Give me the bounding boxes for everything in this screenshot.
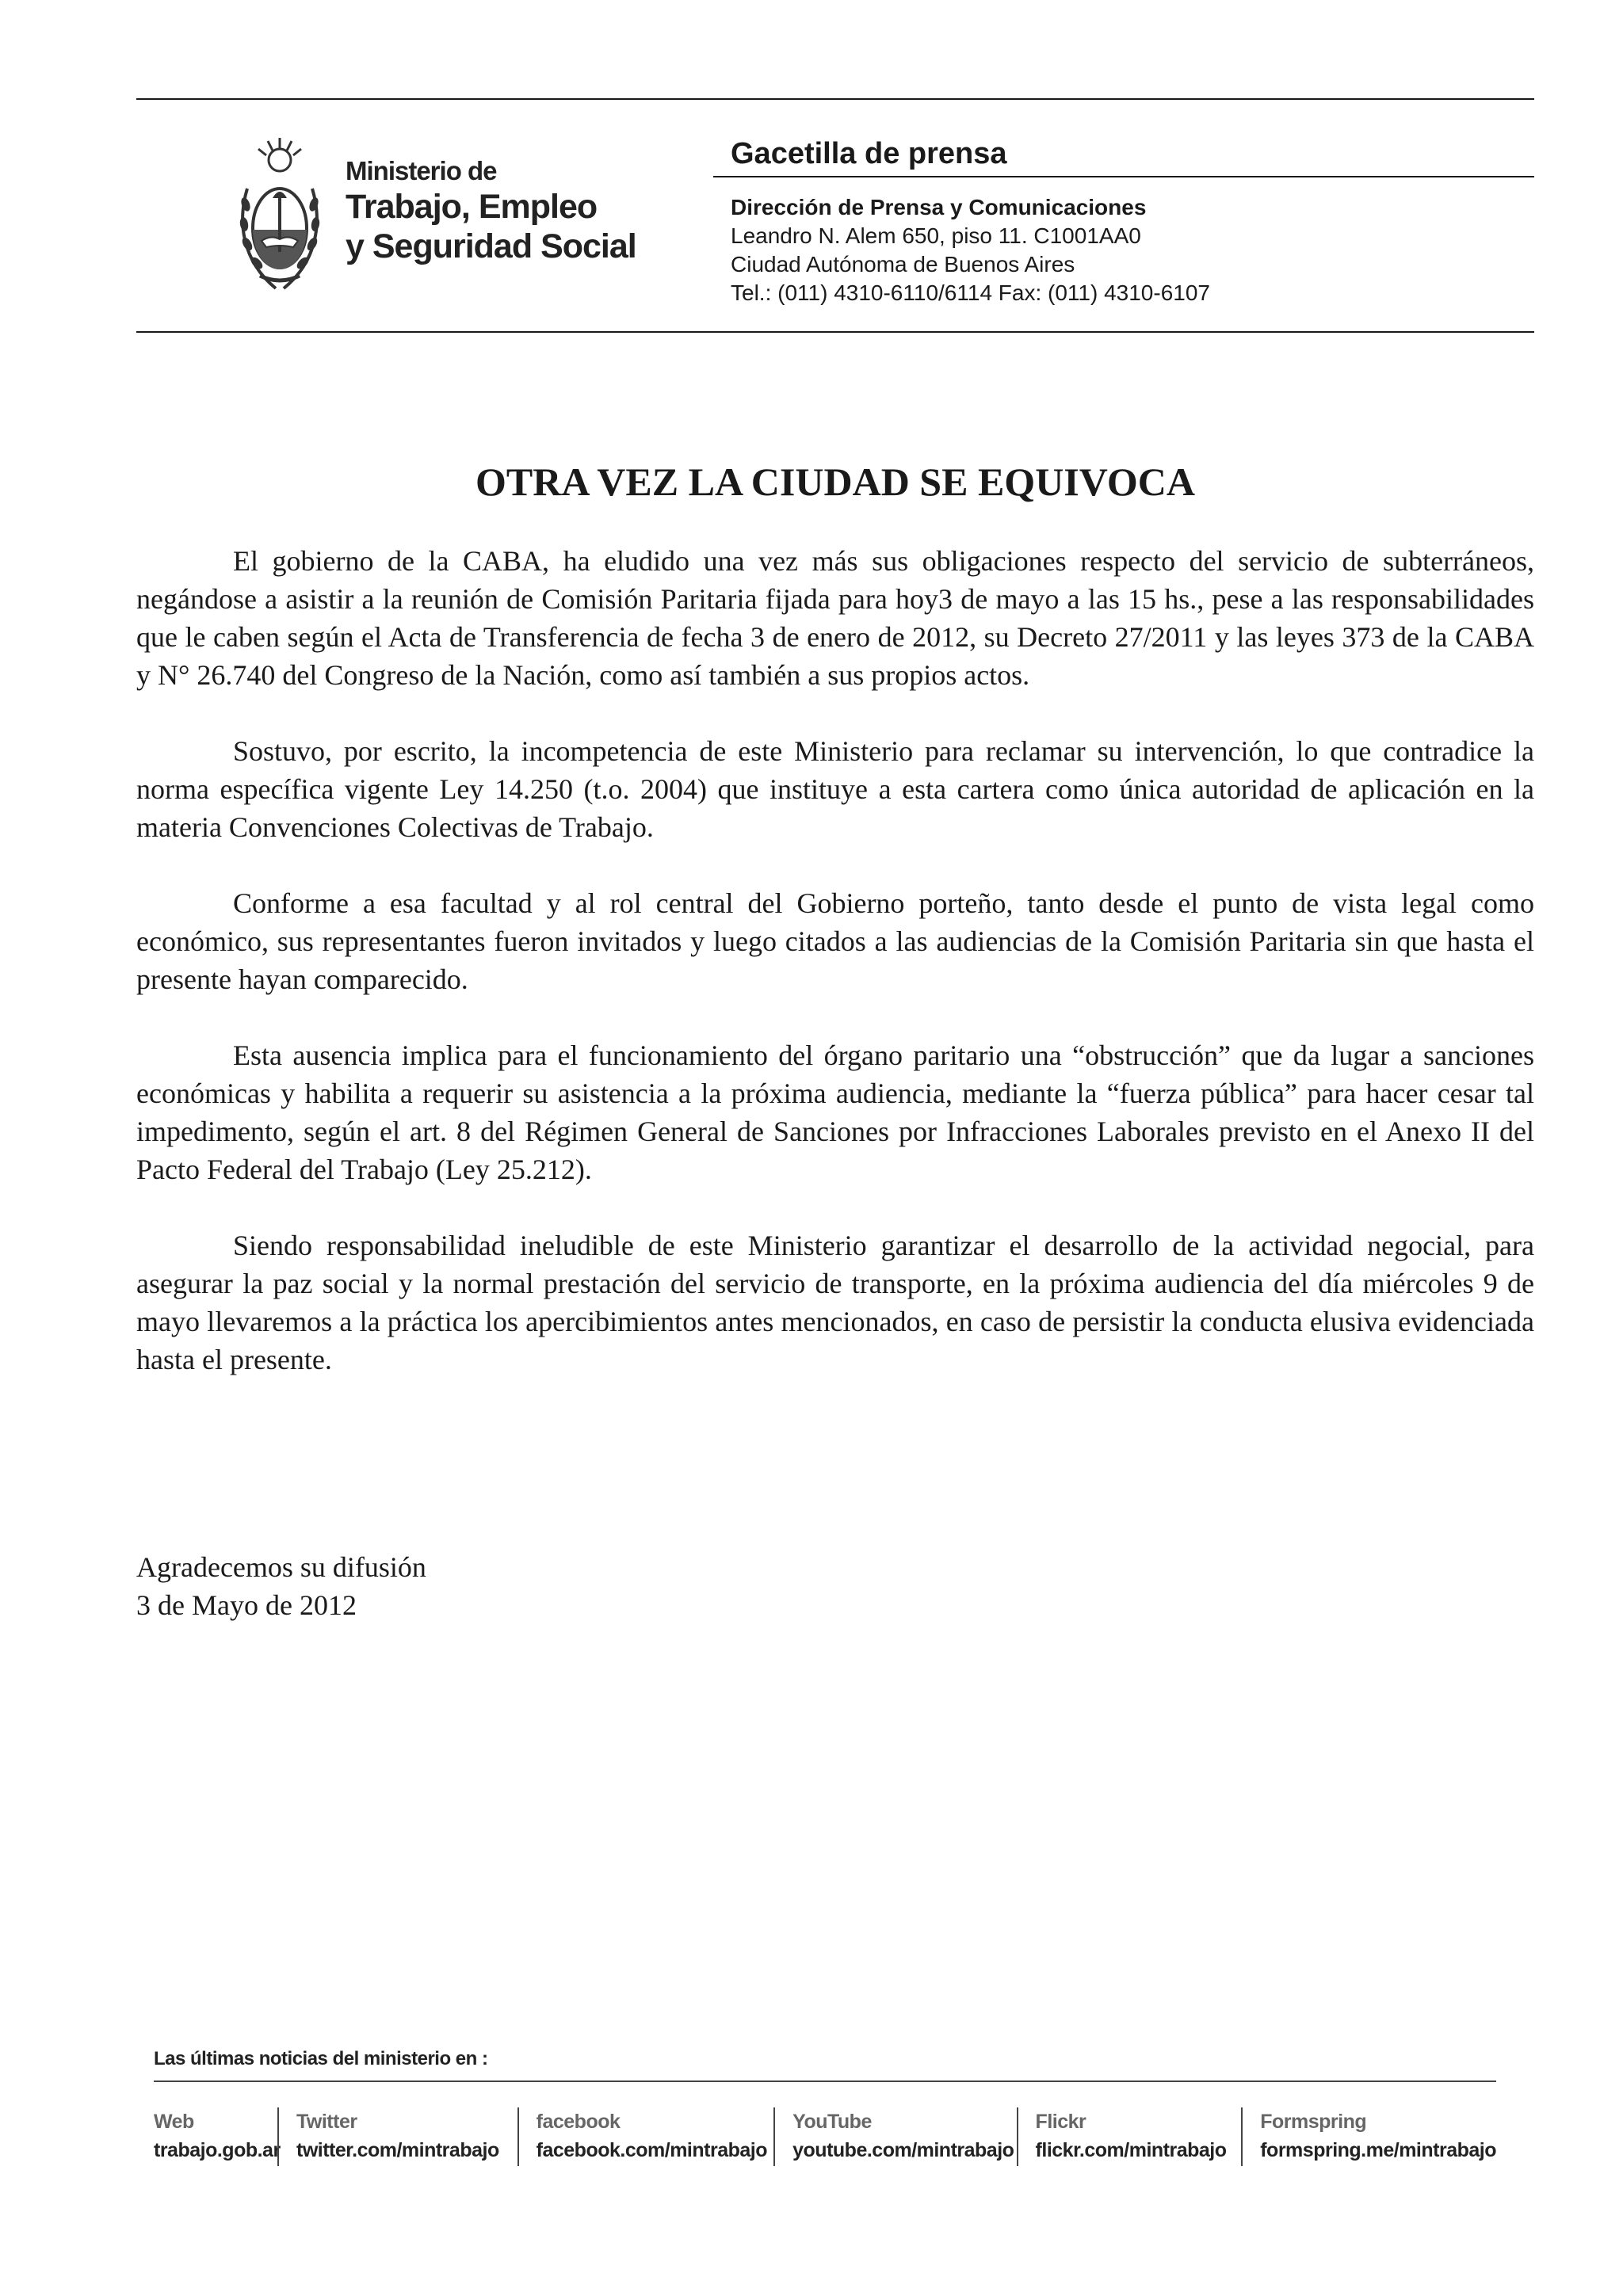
press-header (713, 133, 1534, 307)
footer-link-url[interactable]: formspring.me/mintrabajo (1260, 2139, 1496, 2161)
ministry-name (346, 155, 636, 266)
footer (154, 2046, 1496, 2166)
footer-link-flickr[interactable] (1017, 2107, 1242, 2166)
ministry-name-line2: Trabajo, Empleo (346, 188, 598, 226)
top-rule (136, 98, 1534, 100)
footer-link-formspring[interactable] (1241, 2107, 1496, 2166)
footer-link-youtube[interactable] (773, 2107, 1016, 2166)
coat-of-arms-icon (236, 133, 323, 295)
article-paragraph: Sostuvo, por escrito, la incompetencia de este Ministerio para reclamar su intervención, lo que contradice la norma específica vigente Ley 14.250 (t.o. 2004) que instituye a esta cartera como única autoridad de aplicación en la materia Convenciones Colectivas de Trabajo. (136, 735, 1534, 843)
article-paragraph: Siendo responsabilidad ineludible de este Ministerio garantizar el desarrollo de la actividad negocial, para asegurar la paz social y la normal prestación del servicio de transporte, en la próxima audiencia del día miércoles 9 de mayo llevaremos a la práctica los apercibimientos antes mencionados, en caso de persistir la conducta elusiva evidenciada hasta el presente. (136, 1230, 1534, 1375)
footer-link-label: Formspring (1260, 2111, 1367, 2133)
footer-links (154, 2107, 1496, 2166)
footer-rule (154, 2081, 1496, 2082)
footer-link-url[interactable]: youtube.com/mintrabajo (792, 2139, 1014, 2161)
header-bottom-rule (136, 331, 1534, 333)
footer-link-label: Flickr (1035, 2111, 1086, 2133)
footer-link-url[interactable]: trabajo.gob.ar (154, 2139, 281, 2161)
article-body (136, 542, 1534, 1417)
article-paragraph: Esta ausencia implica para el funcionamiento del órgano paritario una “obstrucción” que da lugar a sanciones económicas y habilita a requerir su asistencia a la próxima audiencia, mediante la “fuerza pública” para hacer cesar tal impedimento, según el art. 8 del Régimen General de Sanciones por Infracciones Laborales previsto en el Anexo II del Pacto Federal del Trabajo (Ley 25.212). (136, 1039, 1534, 1185)
footer-link-facebook[interactable] (517, 2107, 773, 2166)
press-title-rule (713, 176, 1534, 177)
footer-link-url[interactable]: facebook.com/mintrabajo (536, 2139, 767, 2161)
article-paragraph: El gobierno de la CABA, ha eludido una vez más sus obligaciones respecto del servicio de subterráneos, negándose a asistir a la reunión de Comisión Paritaria fijada para hoy3 de mayo a las 15 hs., pese a las responsabilidades que le caben según el Acta de Transferencia de fecha 3 de enero de 2012, su Decreto 27/2011 y las leyes 373 de la CABA y N° 26.740 del Congreso de la Nación, como así también a sus propios actos. (136, 545, 1534, 691)
press-release-title: Gacetilla de prensa (731, 137, 1007, 170)
article-headline: OTRA VEZ LA CIUDAD SE EQUIVOCA (475, 460, 1195, 504)
footer-link-url[interactable]: flickr.com/mintrabajo (1035, 2139, 1227, 2161)
press-city: Ciudad Autónoma de Buenos Aires (731, 252, 1075, 277)
press-address: Leandro N. Alem 650, piso 11. C1001AA0 (731, 223, 1141, 248)
closing (136, 1548, 426, 1624)
footer-link-web[interactable] (154, 2107, 281, 2166)
footer-link-label: Web (154, 2111, 194, 2133)
release-date: 3 de Mayo de 2012 (136, 1589, 357, 1621)
footer-heading: Las últimas noticias del ministerio en : (154, 2048, 488, 2069)
footer-link-label: Twitter (296, 2111, 357, 2133)
press-department: Dirección de Prensa y Comunicaciones (731, 195, 1147, 219)
article-paragraph: Conforme a esa facultad y al rol central del Gobierno porteño, tanto desde el punto de vista legal como económico, sus representantes fueron invitados y luego citados a las audiencias de la Comisión Paritaria sin que hasta el presente hayan comparecido. (136, 887, 1534, 995)
closing-thanks: Agradecemos su difusión (136, 1551, 426, 1583)
footer-link-twitter[interactable] (277, 2107, 517, 2166)
footer-link-label: YouTube (792, 2111, 872, 2133)
footer-link-label: facebook (536, 2111, 621, 2133)
press-phone: Tel.: (011) 4310-6110/6114 Fax: (011) 4310-6107 (731, 280, 1210, 305)
press-contact (713, 193, 1534, 307)
ministry-name-line3: y Seguridad Social (346, 227, 636, 265)
footer-link-url[interactable]: twitter.com/mintrabajo (296, 2139, 499, 2161)
ministry-name-line1: Ministerio de (346, 156, 497, 185)
